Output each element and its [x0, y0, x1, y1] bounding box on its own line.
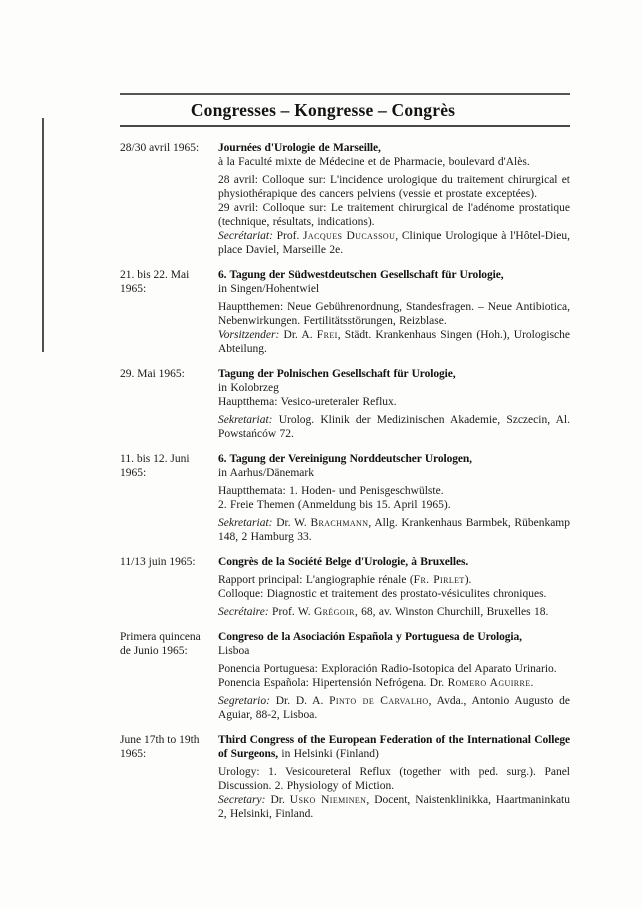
- text-segment: 6. Tagung der Südwestdeutschen Gesellschaft für Urologie,: [218, 269, 504, 281]
- entry-paragraph: [218, 694, 570, 722]
- congress-entry: [120, 141, 570, 257]
- text-segment: Journées d'Urologie de Marseille,: [218, 142, 381, 154]
- text-segment: Dr. A.: [279, 329, 317, 341]
- entry-paragraph: [218, 587, 570, 601]
- text-segment: à la Faculté mixte de Médecine et de Pharmacie, boulevard d'Alès.: [218, 156, 530, 168]
- text-segment: Vorsitzender:: [218, 329, 280, 341]
- text-segment: , Städt. Krankenhaus Singen (Hoh.), Urologische Abteilung.: [218, 329, 570, 355]
- text-segment: Congrès de la Société Belge d'Urologie, à Bruxelles.: [218, 556, 469, 568]
- entry-body: [218, 733, 570, 821]
- text-segment: Fr. Pirlet: [413, 574, 465, 586]
- entry-paragraph: [218, 630, 570, 658]
- text-segment: Pinto de Carvalho: [329, 695, 429, 707]
- text-segment: 2. Freie Themen (Anmeldung bis 15. April 1965).: [218, 499, 451, 511]
- entry-body: [218, 555, 570, 619]
- text-segment: Frei: [316, 329, 338, 341]
- text-segment: Grégoir: [313, 606, 355, 618]
- entry-paragraph: [218, 605, 570, 619]
- text-segment: Secrétariat:: [218, 230, 273, 242]
- text-segment: in Helsinki (Finland): [278, 748, 379, 760]
- entry-body: [218, 268, 570, 356]
- text-segment: Lisboa: [218, 645, 250, 657]
- text-segment: Urolog. Klinik der Medizinischen Akademie, Szczecin, Al. Powstańców 72.: [218, 414, 570, 440]
- entry-paragraph: [218, 201, 570, 229]
- text-segment: Ponencia Española: Hipertensión Nefrógena. Dr.: [218, 677, 448, 689]
- entry-paragraph: [218, 662, 570, 676]
- entry-date: 11/13 juin 1965:: [120, 556, 196, 568]
- entry-date: 28/30 avril 1965:: [120, 142, 200, 154]
- entry-paragraph: [218, 573, 570, 587]
- text-segment: Hauptthemen: Neue Gebührenordnung, Standesfragen. – Neue Antibiotica, Nebenwirkungen. Fertilitätsstörungen, Reizblase.: [218, 301, 570, 327]
- text-segment: Rapport principal: L'angiographie rénale (: [218, 574, 414, 586]
- text-segment: Dr. D. A.: [269, 695, 330, 707]
- page-title: Congresses – Kongresse – Congrès: [190, 100, 456, 120]
- text-segment: Tagung der Polnischen Gesellschaft für Urologie,: [218, 368, 456, 380]
- entry-paragraph: [218, 733, 570, 761]
- text-segment: , Allg. Krankenhaus Barmbek, Rübenkamp 148, 2 Hamburg 33.: [218, 517, 570, 543]
- entry-paragraph: [218, 328, 570, 356]
- text-segment: Congreso de la Asociación Española y Portuguesa de Urologia,: [218, 631, 522, 643]
- text-segment: Sekretariat:: [218, 414, 273, 426]
- entry-date: Primera quincena de Junio 1965:: [120, 631, 201, 657]
- text-segment: Secretary:: [218, 794, 266, 806]
- text-segment: Hauptthemata: 1. Hoden- und Penisgeschwülste.: [218, 485, 444, 497]
- congress-entry: [120, 630, 570, 722]
- title-rule-bottom: [120, 125, 570, 127]
- text-segment: Romero Aguirre: [447, 677, 531, 689]
- congress-entry: [120, 733, 570, 821]
- entry-date: 21. bis 22. Mai 1965:: [120, 269, 190, 295]
- entry-paragraph: [218, 516, 570, 544]
- text-segment: 29 avril: Colloque sur: Le traitement chirurgical de l'adénome prostatique (technique, résultats, indications).: [218, 202, 570, 228]
- text-segment: ).: [464, 574, 472, 586]
- entry-paragraph: [218, 413, 570, 441]
- entry-paragraph: [218, 765, 570, 793]
- entry-date: 29. Mai 1965:: [120, 368, 185, 380]
- scan-gutter-artifact-line: [42, 118, 44, 352]
- entry-paragraph: [218, 173, 570, 201]
- entry-paragraph: [218, 452, 570, 480]
- text-segment: Urology: 1. Vesicoureteral Reflux (together with ped. surg.). Panel Discussion. 2. Physiology of Miction.: [218, 766, 570, 792]
- text-segment: 6. Tagung der Vereinigung Norddeutscher Urologen,: [218, 453, 472, 465]
- document-page: [120, 93, 570, 821]
- title-rule-top: [120, 93, 570, 95]
- text-segment: Third Congress of the European Federation of the International College of Surgeons,: [218, 734, 570, 760]
- entry-paragraph: [218, 555, 570, 569]
- text-segment: .: [530, 677, 534, 689]
- text-segment: Usko Nieminen: [289, 794, 367, 806]
- text-segment: Secrétaire:: [218, 606, 269, 618]
- entry-body: [218, 367, 570, 441]
- text-segment: Hauptthema: Vesico-ureteraler Reflux.: [218, 396, 397, 408]
- text-segment: , Avda., Antonio Augusto de Aguiar, 88-2, Lisboa.: [218, 695, 570, 721]
- text-segment: Ponencia Portuguesa: Exploración Radio-Isotopica del Aparato Urinario.: [218, 663, 557, 675]
- entry-date: June 17th to 19th 1965:: [120, 734, 200, 760]
- text-segment: Prof.: [272, 230, 304, 242]
- text-segment: Jacques Ducassou: [303, 230, 396, 242]
- text-segment: , Docent, Naistenklinikka, Haartmaninkatu 2, Helsinki, Finland.: [218, 794, 571, 820]
- entry-body: [218, 630, 570, 722]
- text-segment: 28 avril: Colloque sur: L'incidence urologique du traitement chirurgical et physiothérapique des cancers pelviens (vessie et prostate exceptées).: [218, 174, 570, 200]
- congress-list: [120, 141, 570, 821]
- entry-paragraph: [218, 229, 570, 257]
- entry-paragraph: [218, 268, 570, 296]
- text-segment: Segretario:: [218, 695, 270, 707]
- entry-paragraph: [218, 141, 570, 169]
- text-segment: Prof. W.: [268, 606, 314, 618]
- congress-entry: [120, 452, 570, 544]
- entry-paragraph: [218, 300, 570, 328]
- text-segment: Dr. W.: [272, 517, 311, 529]
- entry-paragraph: [218, 676, 570, 690]
- text-segment: Colloque: Diagnostic et traitement des prostato-vésiculites chroniques.: [218, 588, 547, 600]
- congress-entry: [120, 367, 570, 441]
- entry-body: [218, 141, 570, 257]
- text-segment: in Kolobrzeg: [218, 382, 279, 394]
- congress-entry: [120, 268, 570, 356]
- congress-entry: [120, 555, 570, 619]
- text-segment: Brachmann: [310, 517, 369, 529]
- entry-date: 11. bis 12. Juni 1965:: [120, 453, 190, 479]
- entry-body: [218, 452, 570, 544]
- text-segment: Dr.: [265, 794, 290, 806]
- entry-paragraph: [218, 367, 570, 409]
- entry-paragraph: [218, 793, 570, 821]
- text-segment: in Singen/Hohentwiel: [218, 283, 320, 295]
- text-segment: , Clinique Urologique à l'Hôtel-Dieu, place Daviel, Marseille 2e.: [218, 230, 570, 256]
- text-segment: , 68, av. Winston Churchill, Bruxelles 18.: [354, 606, 549, 618]
- text-segment: Sekretariat:: [218, 517, 273, 529]
- text-segment: in Aarhus/Dänemark: [218, 467, 314, 479]
- entry-paragraph: [218, 484, 570, 512]
